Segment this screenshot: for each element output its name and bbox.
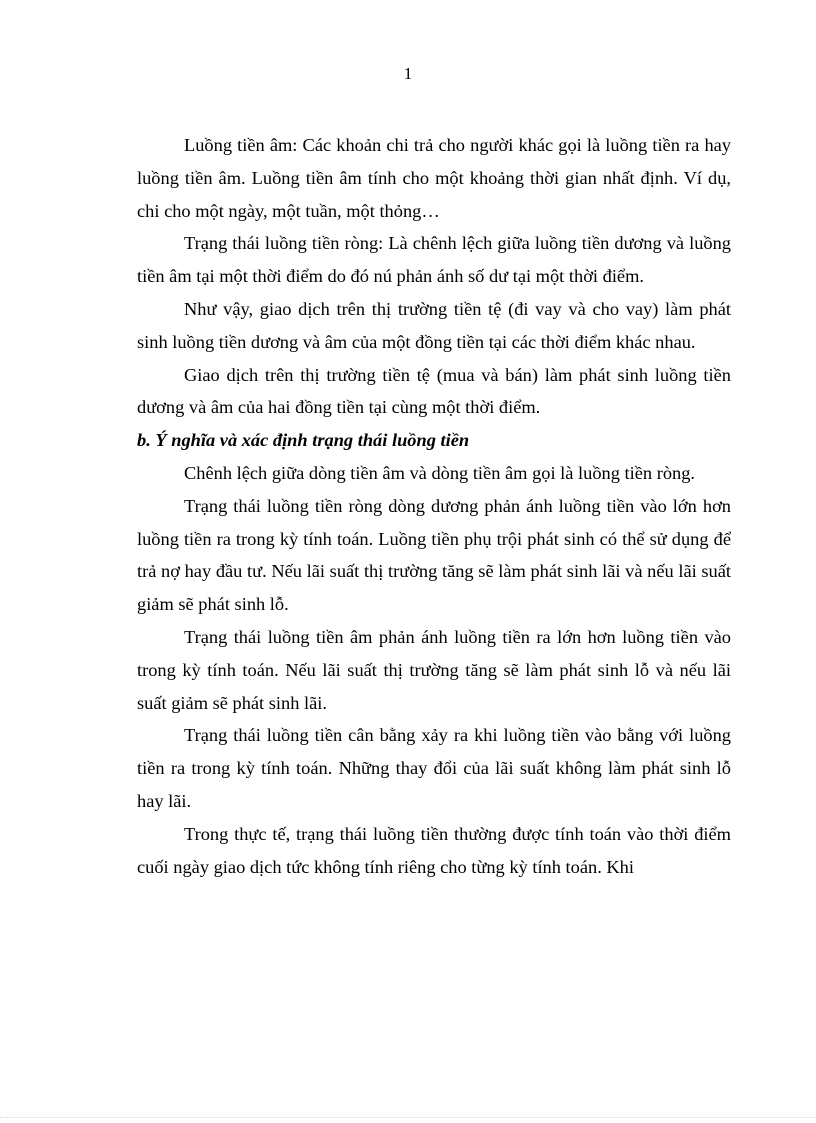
page-bottom-divider: [0, 1117, 816, 1118]
section-heading: b. Ý nghĩa và xác định trạng thái luồng tiền: [137, 430, 470, 451]
page-number: 1: [403, 64, 413, 83]
document-body: [137, 129, 731, 883]
paragraph-negative-cash-flow: Luồng tiền âm: Các khoản chi trả cho người khác gọi là luồng tiền ra hay luồng tiền âm. Luồng tiền âm tính cho một khoảng thời gian nhất định. Ví dụ, chi cho một ngày, một tuần, một thỏng…: [137, 135, 731, 221]
paragraph-balanced-position: Trạng thái luồng tiền cân bằng xảy ra khi luồng tiền vào bằng với luồng tiền ra trong kỳ tính toán. Những thay đổi của lãi suất không làm phát sinh lỗ hay lãi.: [137, 725, 731, 811]
paragraph-practice: Trong thực tế, trạng thái luồng tiền thường được tính toán vào thời điểm cuối ngày giao dịch tức không tính riêng cho từng kỳ tính toán. Khi: [137, 823, 731, 877]
paragraph-money-market-borrowing: Như vậy, giao dịch trên thị trường tiền tệ (đi vay và cho vay) làm phát sinh luồng tiền dương và âm của một đồng tiền tại các thời điểm khác nhau.: [137, 298, 731, 352]
paragraph-positive-position: Trạng thái luồng tiền ròng dòng dương phản ánh luồng tiền vào lớn hơn luồng tiền ra trong kỳ tính toán. Luồng tiền phụ trội phát sinh có thể sử dụng để trả nợ hay đầu tư. Nếu lãi suất thị trường tăng sẽ làm phát sinh lãi và nếu lãi suất giảm sẽ phát sinh lỗ.: [137, 495, 731, 615]
paragraph-net-cash-flow-definition: Chênh lệch giữa dòng tiền âm và dòng tiền âm gọi là luồng tiền ròng.: [184, 462, 696, 483]
paragraph-net-cash-flow-position: Trạng thái luồng tiền ròng: Là chênh lệch giữa luồng tiền dương và luồng tiền âm tại một thời điểm do đó nú phản ánh số dư tại một thời điểm.: [137, 233, 731, 287]
paragraph-negative-position: Trạng thái luồng tiền âm phản ánh luồng tiền ra lớn hơn luồng tiền vào trong kỳ tính toán. Nếu lãi suất thị trường tăng sẽ làm phát sinh lỗ và nếu lãi suất giảm sẽ phát sinh lãi.: [137, 626, 731, 713]
paragraph-money-market-trading: Giao dịch trên thị trường tiền tệ (mua và bán) làm phát sinh luồng tiền dương và âm của hai đồng tiền tại cùng một thời điểm.: [137, 364, 731, 418]
